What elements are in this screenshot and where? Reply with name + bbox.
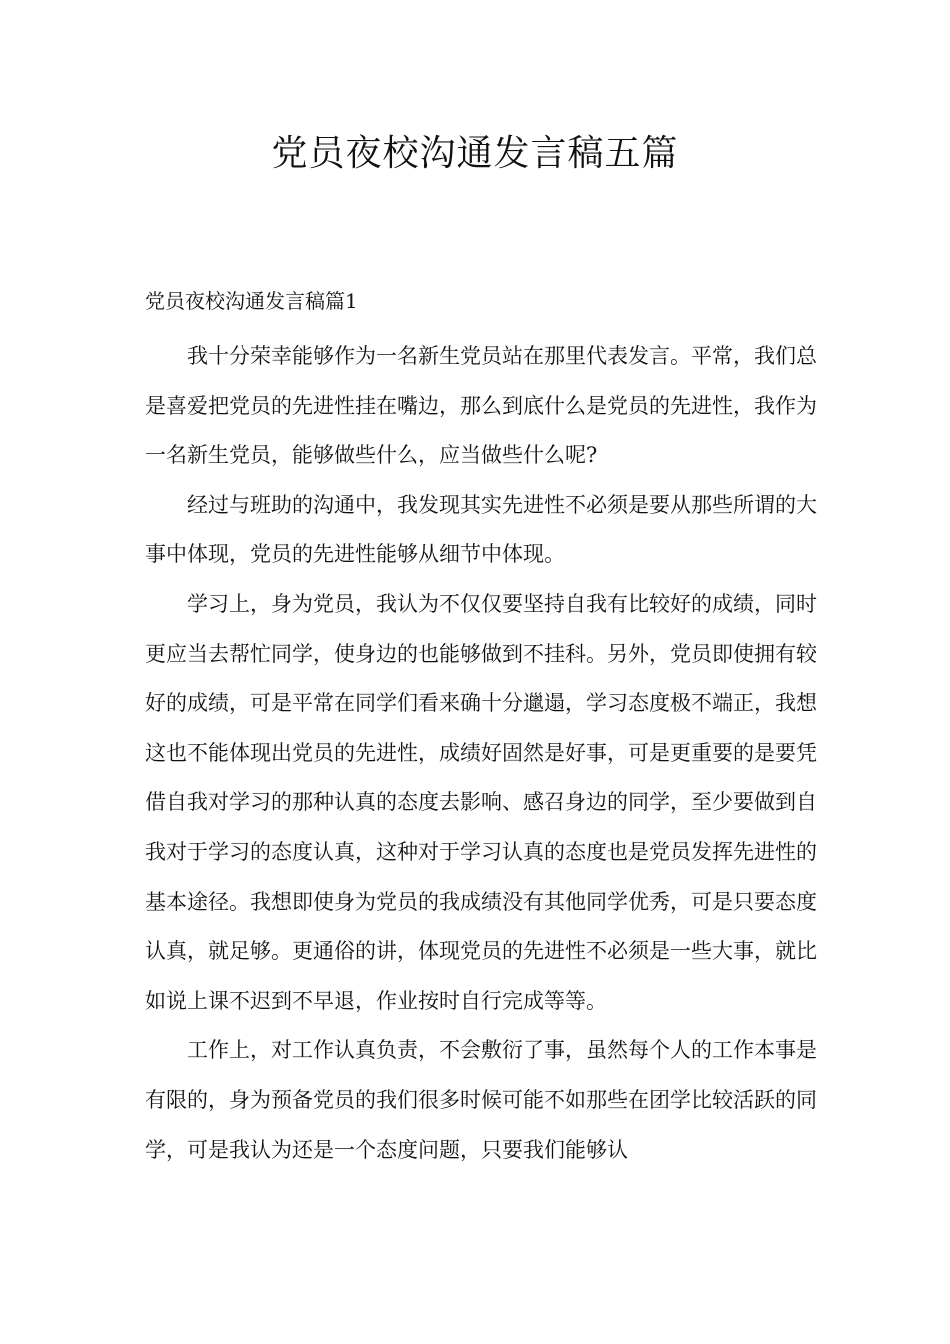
document-title: 党员夜校沟通发言稿五篇 <box>271 133 679 174</box>
section-heading: 党员夜校沟通发言稿篇1 <box>145 289 358 313</box>
paragraph: 学习上，身为党员，我认为不仅仅要坚持自我有比较好的成绩，同时更应当去帮忙同学，使身边的也能够做到不挂科。另外，党员即使拥有较好的成绩，可是平常在同学们看来确十分邋遢，学习态度极不端正，我想这也不能体现出党员的先进性，成绩好固然是好事，可是更重要的是要凭借自我对学习的那种认真的态度去影响、感召身边的同学，至少要做到自我对于学习的态度认真，这种对于学习认真的态度也是党员发挥先进性的基本途径。我想即使身为党员的我成绩没有其他同学优秀，可是只要态度认真，就足够。更通俗的讲，体现党员的先进性不必须是一些大事，就比如说上课不迟到不早退，作业按时自行完成等等。 <box>145 591 817 1013</box>
document-body <box>145 332 817 1175</box>
paragraph: 我十分荣幸能够作为一名新生党员站在那里代表发言。平常，我们总是喜爱把党员的先进性挂在嘴边，那么到底什么是党员的先进性，我作为一名新生党员，能够做些什么，应当做些什么呢? <box>145 344 817 468</box>
paragraph: 经过与班助的沟通中，我发现其实先进性不必须是要从那些所谓的大事中体现，党员的先进性能够从细节中体现。 <box>145 492 817 567</box>
paragraph: 工作上，对工作认真负责，不会敷衍了事，虽然每个人的工作本事是有限的，身为预备党员的我们很多时候可能不如那些在团学比较活跃的同学，可是我认为还是一个态度问题，只要我们能够认 <box>145 1038 817 1162</box>
